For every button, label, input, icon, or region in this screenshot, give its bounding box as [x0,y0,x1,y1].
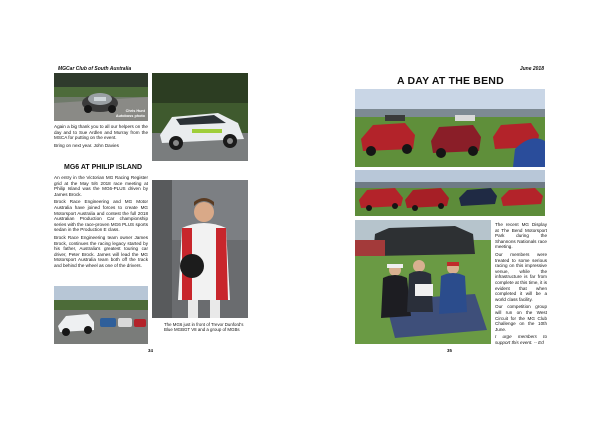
right-body-paragraph-1: The recent MG Display at The Bend Motorsport Park during the Shannons Nationals race meeting. [495,222,547,250]
bring-on-line: Bring on next year. John Davies [54,142,119,148]
thanks-text [54,124,148,150]
right-page [355,60,550,360]
left-page-number: 34 [148,348,153,353]
thanks-paragraph: Again a big thank you to all our helpers on the day and to Sue Ardlen and Murray from the MSCA for putting on the event. [54,124,148,141]
photo-credit-source: Autoboss photo [115,113,145,118]
article-title: A DAY AT THE BEND [397,75,504,87]
article-body [54,175,148,271]
right-page-number: 35 [447,348,452,353]
vintage-car-photo [54,73,148,121]
right-body-paragraph-4: I urge members to support this event. -- Ed [495,334,547,345]
right-page-header: June 2018 [519,66,544,72]
left-page-header: MGCar Club of South Australia [58,66,132,72]
body-paragraph-3: Brock Race Engineering team owner James Brock, continues the racing legacy started by his father, Australia's greatest touring car driver, Peter Brock. James will lead the MG Motorsport Australia team both off the track and behind the wheel as one of the drivers. [54,234,148,268]
mg-display-photo [355,89,545,167]
photo-caption: The MG6 just in front of Trevor Dunford's Blue MGBGT V8 and a group of MGBs [164,322,244,333]
members-picnic-photo [355,220,491,344]
mg-lineup-photo [355,170,545,216]
section-title: MG6 AT PHILIP ISLAND [64,164,143,171]
mg6-race-car-photo [152,73,248,161]
body-paragraph-1: An entry in the Victorian MG Racing Register grid at the May 5/6 2018 race meeting at Philip Island was the MG6-PLUS driven by James Brock. [54,175,148,197]
left-page [52,60,298,360]
right-article-body [495,222,547,347]
right-body-paragraph-3: Our competition group will run on the West Circuit for the MG Club Challenge on the 10th June. [495,304,547,332]
cars-grid-photo [54,286,148,344]
photo-credit [116,109,145,118]
photo-credit-name: Chris Hunt [125,109,145,114]
right-body-paragraph-2: Our members were treated to some serious racing on this impressive venue, while the infrastructure is far from complete at this time, it is evident that when completed it will be a world class facility. [495,251,547,302]
body-paragraph-2: Brock Race Engineering and MG Motor Australia have joined forces to create MG Motorsport Australia and contest the full 2018 Australian Production Car championship series with the race-proven MG6 PLUS sports sedan in the Production E class. [54,199,148,233]
driver-photo [152,180,248,318]
